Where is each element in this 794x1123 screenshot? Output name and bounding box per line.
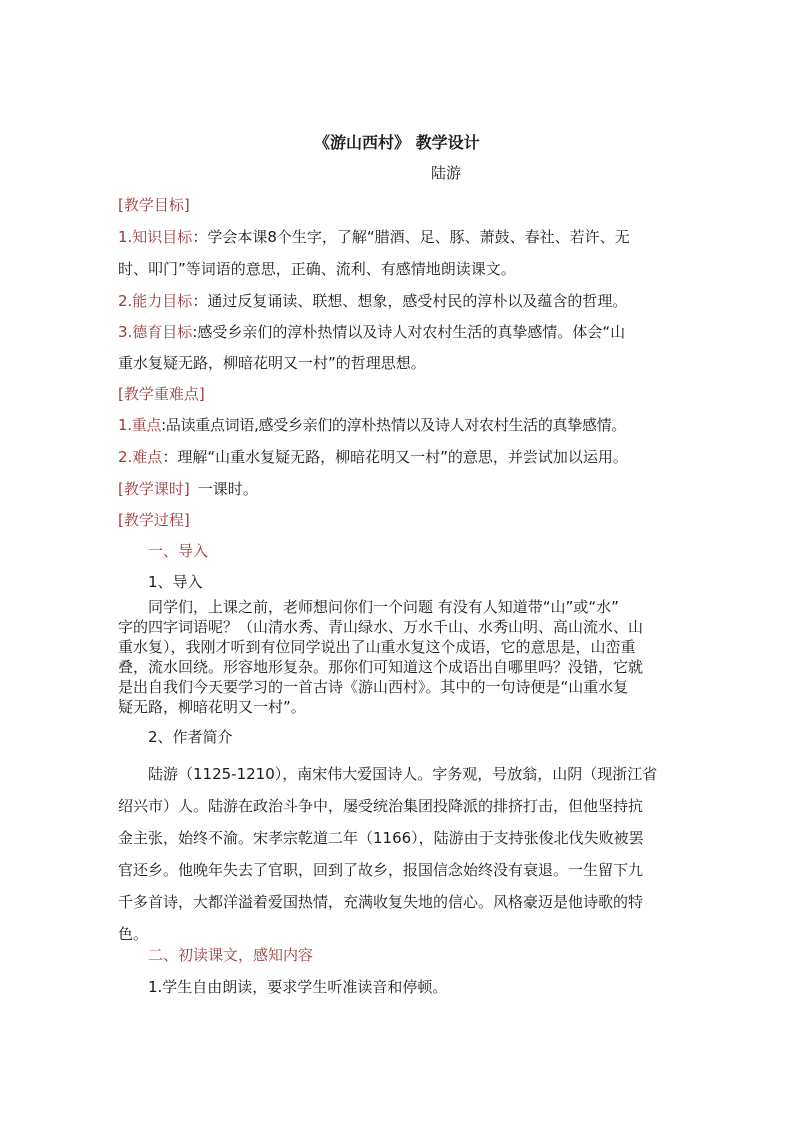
author-bio-paragraph [118,758,678,950]
goal-1-text: ：学会本课8个生字，了解“腊酒、足、豚、萧鼓、春社、若许、无 [192,228,630,246]
key-point-1-text: :品读重点词语,感受乡亲们的淳朴热情以及诗人对农村生活的真挚感情。 [161,416,627,434]
heading-process: [教学过程] [118,511,190,529]
goal-3-text: :感受乡亲们的淳朴热情以及诗人对农村生活的真挚感情。体会“山 [192,323,626,341]
bio-line: 色。 [118,925,149,943]
key-point-1-label: 1.重点 [118,416,162,434]
bio-line: 陆游（1125-1210），南宋伟大爱国诗人。字务观，号放翁，山阴（现浙江省 [148,765,658,783]
intro-line: 重水复），我刚才听到有位同学说出了山重水复这个成语，它的意思是，山峦重 [118,638,636,656]
section-1-heading: 一、导入 [148,542,209,560]
goal-2 [118,291,627,311]
intro-line: 疑无路，柳暗花明又一村”。 [118,698,306,716]
goal-3-line-2: 重水复疑无路，柳暗花明又一村”的哲理思想。 [118,354,426,372]
class-time [118,479,258,499]
goal-1-line-2: 时、叩门”等词语的意思，正确、流利、有感情地朗读课文。 [118,260,516,278]
goal-3-line-1 [118,322,625,342]
intro-paragraph [118,597,678,717]
goal-3-label: 3.德育目标 [118,323,193,341]
bio-line: 千多首诗，大都洋溢着爱国热情，充满收复失地的信心。风格豪迈是他诗歌的特 [118,893,644,911]
bio-line: 绍兴市）人。陆游在政治斗争中，屡受统治集团投降派的排挤打击，但他坚持抗 [118,797,644,815]
heading-class-time: [教学课时] [118,480,190,498]
key-point-2-text: ：理解“山重水复疑无路，柳暗花明又一村”的意思，并尝试加以运用。 [162,448,628,466]
intro-line: 叠，流水回绕。形容地形复杂。那你们可知道这个成语出自哪里吗？没错，它就 [118,658,644,676]
heading-key-points: [教学重难点] [118,385,205,403]
class-time-text: 一课时。 [197,480,258,498]
bio-line: 金主张，始终不渝。宋孝宗乾道二年（1166），陆游由于支持张俊北伐失败被罢 [118,829,644,847]
intro-line: 是出自我们今天要学习的一首古诗《游山西村》。其中的一句诗便是“山重水复 [118,678,629,696]
heading-goals: [教学目标] [118,196,190,214]
bio-line: 官还乡。他晚年失去了官职，回到了故乡，报国信念始终没有衰退。一生留下九 [118,861,644,879]
section-2-heading: 二、初读课文，感知内容 [148,946,314,964]
key-point-2 [118,447,628,467]
section-1-2-heading: 2、作者简介 [148,728,233,746]
doc-title: 《游山西村》 教学设计 [314,133,480,152]
intro-line: 同学们，上课之前，老师想问你们一个问题 有没有人知道带“山”或“水” [148,598,619,616]
goal-2-text: ：通过反复诵读、联想、想象，感受村民的淳朴以及蕴含的哲理。 [192,292,628,310]
goal-1-line-1 [118,227,630,247]
key-point-2-label: 2.难点 [118,448,163,466]
section-1-1-heading: 1、导入 [148,573,203,591]
goal-2-label: 2.能力目标 [118,292,193,310]
key-point-1 [118,415,626,435]
intro-line: 字的四字词语呢？（山清水秀、青山绿水、万水千山、水秀山明、高山流水、山 [118,618,644,636]
goal-1-label: 1.知识目标 [118,228,193,246]
section-2-1-item: 1.学生自由朗读，要求学生听准读音和停顿。 [148,978,448,996]
doc-author: 陆游 [431,164,462,182]
